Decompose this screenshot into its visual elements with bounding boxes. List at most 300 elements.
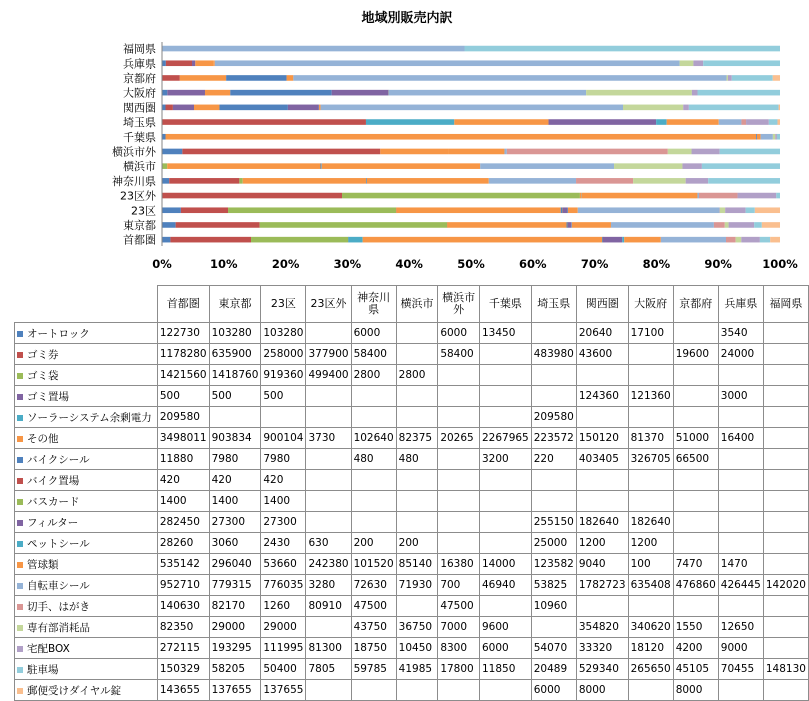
table-cell — [718, 449, 763, 470]
legend-swatch — [17, 415, 23, 421]
table-cell: 7805 — [306, 659, 351, 680]
table-cell: 43750 — [351, 617, 396, 638]
bar-segment — [549, 119, 657, 125]
table-cell: 80910 — [306, 596, 351, 617]
table-cell — [673, 512, 718, 533]
table-cell: 1470 — [718, 554, 763, 575]
series-label — [15, 491, 158, 512]
y-tick-label: 23区外 — [120, 189, 157, 203]
bar-segment — [741, 237, 760, 243]
bar-segment — [228, 207, 396, 213]
bar-segment — [692, 149, 720, 155]
table-cell — [351, 680, 396, 701]
legend-swatch — [17, 688, 23, 694]
table-cell: 58400 — [438, 344, 480, 365]
table-cell — [763, 596, 808, 617]
table-cell: 137655 — [261, 680, 306, 701]
x-tick-label: 50% — [457, 257, 485, 271]
series-label — [15, 596, 158, 617]
table-cell: 18750 — [351, 638, 396, 659]
y-tick-label: 京都府 — [123, 71, 156, 85]
table-cell: 1400 — [261, 491, 306, 512]
table-cell: 282450 — [157, 512, 209, 533]
table-cell — [479, 533, 531, 554]
table-cell: 103280 — [209, 323, 261, 344]
table-cell — [438, 386, 480, 407]
table-cell: 123582 — [531, 554, 576, 575]
bar-segment — [507, 149, 668, 155]
bar-segment — [770, 237, 780, 243]
table-cell: 137655 — [209, 680, 261, 701]
table-column-header: 埼玉県 — [531, 286, 576, 323]
table-column-header: 23区 — [261, 286, 306, 323]
table-cell — [396, 323, 438, 344]
bar-segment — [720, 207, 725, 213]
bar-segment — [366, 119, 454, 125]
table-cell — [438, 533, 480, 554]
table-cell: 7470 — [673, 554, 718, 575]
table-cell — [673, 386, 718, 407]
table-cell — [763, 617, 808, 638]
table-cell: 483980 — [531, 344, 576, 365]
table-cell — [351, 407, 396, 428]
bar-segment — [726, 237, 736, 243]
table-cell — [628, 680, 673, 701]
table-cell: 121360 — [628, 386, 673, 407]
table-cell — [351, 470, 396, 491]
table-cell: 255150 — [531, 512, 576, 533]
table-cell: 209580 — [157, 407, 209, 428]
table-cell — [438, 407, 480, 428]
table-cell: 46940 — [479, 575, 531, 596]
table-column-header: 大阪府 — [628, 286, 673, 323]
bar-segment — [568, 222, 572, 228]
table-column-header: 京都府 — [673, 286, 718, 323]
table-cell: 2430 — [261, 533, 306, 554]
bar-segment — [776, 193, 780, 199]
legend-swatch — [17, 478, 23, 484]
table-cell: 2800 — [396, 365, 438, 386]
table-cell — [576, 491, 628, 512]
bar-segment — [603, 237, 622, 243]
x-tick-label: 10% — [210, 257, 238, 271]
table-cell — [628, 470, 673, 491]
table-cell: 70455 — [718, 659, 763, 680]
table-cell — [763, 344, 808, 365]
bar-segment — [180, 75, 226, 81]
bar-segment — [682, 163, 701, 169]
series-name: その他 — [27, 433, 59, 445]
table-cell: 150329 — [157, 659, 209, 680]
bar-segment — [633, 178, 686, 184]
table-row — [15, 617, 809, 638]
table-cell: 6000 — [531, 680, 576, 701]
table-cell — [673, 533, 718, 554]
table-cell — [718, 470, 763, 491]
table-cell: 1200 — [576, 533, 628, 554]
table-column-header: 23区外 — [306, 286, 351, 323]
table-cell — [438, 680, 480, 701]
y-tick-label: 東京都 — [123, 218, 156, 232]
table-cell: 635900 — [209, 344, 261, 365]
table-cell — [763, 470, 808, 491]
table-cell — [628, 596, 673, 617]
table-cell — [438, 470, 480, 491]
table-cell: 6000 — [351, 323, 396, 344]
table-cell: 326705 — [628, 449, 673, 470]
bar-segment — [582, 193, 697, 199]
x-axis-labels — [152, 257, 798, 271]
table-cell — [673, 365, 718, 386]
table-column-header: 福岡県 — [763, 286, 808, 323]
table-cell — [763, 386, 808, 407]
table-cell — [479, 386, 531, 407]
table-cell: 100 — [628, 554, 673, 575]
table-cell: 7000 — [438, 617, 480, 638]
table-cell: 242380 — [306, 554, 351, 575]
series-label — [15, 533, 158, 554]
table-cell — [531, 323, 576, 344]
bar-segment — [720, 149, 780, 155]
table-cell — [306, 386, 351, 407]
bar-segment — [162, 178, 169, 184]
bar-segment — [699, 193, 738, 199]
table-cell: 124360 — [576, 386, 628, 407]
table-cell — [396, 470, 438, 491]
table-cell: 476860 — [673, 575, 718, 596]
table-cell: 58400 — [351, 344, 396, 365]
bar-segment — [775, 134, 777, 140]
series-name: ゴミ袋 — [27, 370, 59, 382]
table-cell — [351, 512, 396, 533]
table-cell: 420 — [209, 470, 261, 491]
table-cell: 20265 — [438, 428, 480, 449]
bar-segment — [321, 163, 322, 169]
bar-segment — [777, 119, 780, 125]
table-row — [15, 575, 809, 596]
x-tick-label: 70% — [581, 257, 609, 271]
table-row — [15, 365, 809, 386]
table-cell: 480 — [351, 449, 396, 470]
table-cell: 635408 — [628, 575, 673, 596]
table-cell — [531, 617, 576, 638]
table-cell — [479, 596, 531, 617]
series-name: 郵便受けダイヤル錠 — [27, 685, 121, 697]
series-label — [15, 575, 158, 596]
bar-segment — [162, 134, 166, 140]
table-cell: 420 — [261, 470, 306, 491]
table-cell: 19600 — [673, 344, 718, 365]
series-label — [15, 344, 158, 365]
table-cell — [306, 680, 351, 701]
legend-swatch — [17, 541, 23, 547]
bar-segment — [689, 105, 779, 111]
bar-segment — [167, 163, 320, 169]
series-name: フィルター — [27, 517, 78, 529]
x-tick-label: 40% — [395, 257, 423, 271]
series-name: ソーラーシステム余剰電力 — [27, 412, 152, 424]
bar-segment — [561, 207, 562, 213]
table-cell: 296040 — [209, 554, 261, 575]
bar-segment — [741, 119, 746, 125]
table-cell: 1178280 — [157, 344, 209, 365]
bar-segment — [319, 105, 321, 111]
table-cell: 47500 — [438, 596, 480, 617]
table-cell: 101520 — [351, 554, 396, 575]
y-tick-label: 福岡県 — [123, 43, 156, 56]
table-cell — [479, 491, 531, 512]
table-row — [15, 638, 809, 659]
bar-segment — [230, 90, 331, 96]
y-tick-label: 埼玉県 — [123, 115, 156, 129]
table-cell: 72630 — [351, 575, 396, 596]
table-cell: 16380 — [438, 554, 480, 575]
table-cell: 45105 — [673, 659, 718, 680]
table-row — [15, 596, 809, 617]
series-name: ペットシール — [27, 538, 90, 550]
table-cell: 3060 — [209, 533, 261, 554]
y-tick-label: 23区 — [131, 204, 156, 217]
table-cell: 28260 — [157, 533, 209, 554]
series-label — [15, 449, 158, 470]
table-cell: 142020 — [763, 575, 808, 596]
series-name: ゴミ置場 — [27, 391, 69, 403]
bar-segment — [578, 207, 720, 213]
table-header-row — [15, 286, 809, 323]
legend-swatch — [17, 604, 23, 610]
table-cell: 24000 — [718, 344, 763, 365]
bar-segment — [166, 105, 173, 111]
bar-segment — [162, 46, 464, 52]
table-cell: 630 — [306, 533, 351, 554]
table-cell — [261, 407, 306, 428]
table-cell: 1260 — [261, 596, 306, 617]
table-cell — [306, 323, 351, 344]
table-cell: 535142 — [157, 554, 209, 575]
table-cell: 919360 — [261, 365, 306, 386]
legend-swatch — [17, 394, 23, 400]
series-label — [15, 617, 158, 638]
series-name: 切手、はがき — [27, 601, 90, 613]
table-cell — [306, 617, 351, 638]
table-cell: 272115 — [157, 638, 209, 659]
x-tick-label: 20% — [272, 257, 300, 271]
bar-segment — [166, 134, 757, 140]
table-cell: 200 — [396, 533, 438, 554]
table-cell — [673, 470, 718, 491]
table-cell: 17100 — [628, 323, 673, 344]
bar-segment — [162, 119, 366, 125]
table-row — [15, 533, 809, 554]
table-row — [15, 323, 809, 344]
table-cell: 20640 — [576, 323, 628, 344]
series-label — [15, 512, 158, 533]
bar-segment — [342, 193, 580, 199]
table-cell: 82170 — [209, 596, 261, 617]
bar-segment — [367, 178, 489, 184]
bar-segment — [213, 60, 215, 66]
table-cell: 8000 — [576, 680, 628, 701]
table-row — [15, 554, 809, 575]
table-cell — [718, 512, 763, 533]
table-cell — [306, 491, 351, 512]
table-cell: 111995 — [261, 638, 306, 659]
legend-swatch — [17, 331, 23, 337]
table-cell — [718, 680, 763, 701]
series-label — [15, 323, 158, 344]
bar-segment — [166, 60, 192, 66]
bar-segment — [702, 163, 780, 169]
bar-segment — [725, 207, 745, 213]
table-cell: 10450 — [396, 638, 438, 659]
bar-segment — [287, 75, 294, 81]
bar-segment — [667, 119, 719, 125]
bar-segment — [366, 178, 367, 184]
table-cell — [763, 680, 808, 701]
table-cell — [673, 323, 718, 344]
table-cell: 1400 — [209, 491, 261, 512]
series-name: ゴミ券 — [27, 349, 59, 361]
table-cell: 81300 — [306, 638, 351, 659]
bar-segment — [686, 178, 709, 184]
stacked-bar-chart — [0, 0, 809, 282]
table-cell — [531, 365, 576, 386]
bar-segment — [162, 75, 180, 81]
table-cell: 779315 — [209, 575, 261, 596]
bar-segment — [162, 222, 176, 228]
bar-segment — [729, 222, 755, 228]
legend-swatch — [17, 457, 23, 463]
chart-title: 地域別販売内訳 — [361, 10, 452, 26]
x-tick-label: 100% — [762, 257, 798, 271]
table-cell — [396, 407, 438, 428]
table-row — [15, 428, 809, 449]
table-cell — [479, 407, 531, 428]
table-cell: 209580 — [531, 407, 576, 428]
bar-segment — [162, 163, 167, 169]
bar-segment — [756, 134, 757, 140]
x-tick-label: 90% — [704, 257, 732, 271]
bar-segment — [162, 105, 166, 111]
table-cell: 29000 — [261, 617, 306, 638]
legend-swatch — [17, 520, 23, 526]
bar-segment — [668, 149, 692, 155]
table-cell: 12650 — [718, 617, 763, 638]
table-cell: 71930 — [396, 575, 438, 596]
x-tick-label: 0% — [152, 257, 172, 271]
table-cell: 6000 — [438, 323, 480, 344]
table-cell — [763, 638, 808, 659]
bar-segment — [732, 75, 773, 81]
table-cell — [673, 491, 718, 512]
table-cell — [718, 533, 763, 554]
table-cell — [576, 365, 628, 386]
table-cell: 2267965 — [479, 428, 531, 449]
table-cell: 122730 — [157, 323, 209, 344]
bar-segment — [480, 163, 614, 169]
bar-segment — [614, 163, 682, 169]
bar-segment — [321, 105, 623, 111]
table-cell: 7980 — [209, 449, 261, 470]
table-cell — [763, 428, 808, 449]
table-cell: 59785 — [351, 659, 396, 680]
bar-segment — [602, 237, 603, 243]
bar-segment — [736, 237, 742, 243]
table-cell — [209, 407, 261, 428]
table-cell — [718, 491, 763, 512]
bar-segment — [769, 119, 778, 125]
series-name: バスカード — [27, 496, 80, 508]
table-cell — [576, 470, 628, 491]
bar-segment — [576, 178, 633, 184]
table-cell: 150120 — [576, 428, 628, 449]
table-cell: 47500 — [351, 596, 396, 617]
table-cell — [351, 491, 396, 512]
bar-segment — [568, 207, 578, 213]
bar-segment — [176, 222, 260, 228]
series-label — [15, 365, 158, 386]
table-cell — [628, 344, 673, 365]
table-cell: 11850 — [479, 659, 531, 680]
legend-swatch — [17, 583, 23, 589]
bar-segment — [288, 105, 319, 111]
bar-segment — [293, 75, 726, 81]
table-cell: 9600 — [479, 617, 531, 638]
table-cell: 1782723 — [576, 575, 628, 596]
table-cell — [763, 449, 808, 470]
legend-swatch — [17, 562, 23, 568]
bar-segment — [727, 75, 728, 81]
table-row — [15, 470, 809, 491]
table-column-header: 横浜市外 — [438, 286, 480, 323]
table-column-header: 首都圏 — [157, 286, 209, 323]
data-table — [14, 285, 809, 701]
table-cell: 529340 — [576, 659, 628, 680]
bar-segment — [454, 119, 548, 125]
bar-segment — [572, 222, 611, 228]
table-cell: 7980 — [261, 449, 306, 470]
table-cell: 500 — [209, 386, 261, 407]
series-name: オートロック — [27, 328, 90, 340]
table-row — [15, 386, 809, 407]
bar-segment — [697, 193, 699, 199]
bar-segment — [260, 222, 447, 228]
bar-segment — [489, 178, 576, 184]
table-cell — [438, 449, 480, 470]
table-cell: 66500 — [673, 449, 718, 470]
table-cell — [576, 407, 628, 428]
table-cell: 18120 — [628, 638, 673, 659]
table-cell — [763, 365, 808, 386]
table-cell: 1550 — [673, 617, 718, 638]
bar-segment — [194, 105, 219, 111]
table-cell — [479, 512, 531, 533]
bar-segment — [773, 75, 780, 81]
table-cell: 193295 — [209, 638, 261, 659]
table-cell: 27300 — [261, 512, 306, 533]
table-cell: 354820 — [576, 617, 628, 638]
x-tick-label: 30% — [334, 257, 362, 271]
table-cell: 16400 — [718, 428, 763, 449]
y-tick-label: 大阪府 — [123, 86, 156, 100]
table-cell: 952710 — [157, 575, 209, 596]
bar-segment — [586, 90, 692, 96]
table-cell — [438, 365, 480, 386]
table-cell: 220 — [531, 449, 576, 470]
table-cell — [306, 449, 351, 470]
table-cell — [479, 365, 531, 386]
bar-area — [162, 46, 780, 243]
